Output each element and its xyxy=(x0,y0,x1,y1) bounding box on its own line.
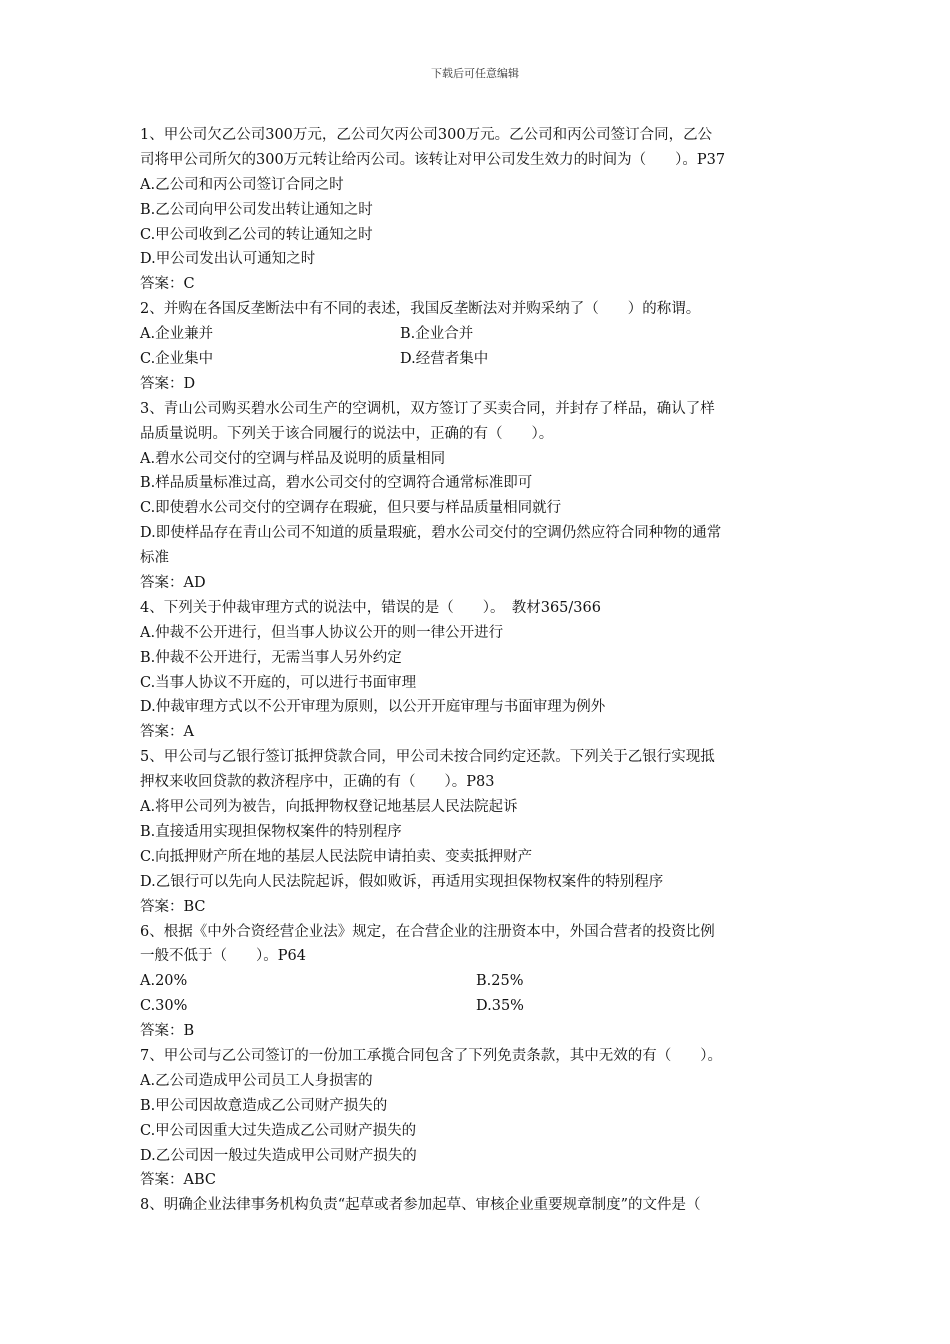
question-list xyxy=(140,123,812,1218)
question-1-stem-line-1: 1、甲公司欠乙公司300万元，乙公司欠丙公司300万元。乙公司和丙公司签订合同，乙公 xyxy=(140,127,713,143)
question-3-option-c: C.即使碧水公司交付的空调存在瑕疵，但只要与样品质量相同就行 xyxy=(140,500,562,517)
question-2-option-d: D.经营者集中 xyxy=(400,351,489,368)
question-6-options-row-1 xyxy=(140,969,812,994)
question-2-stem-line-1: 2、并购在各国反垄断法中有不同的表述，我国反垄断法对并购采纳了（ ）的称谓。 xyxy=(140,301,701,318)
question-1-option-d: D.甲公司发出认可通知之时 xyxy=(140,251,316,268)
question-6-option-b: B.25% xyxy=(476,973,524,990)
question-7-option-b: B.甲公司因故意造成乙公司财产损失的 xyxy=(140,1097,388,1114)
question-6 xyxy=(140,920,812,1044)
question-8-stem-line-1: 8、明确企业法律事务机构负责“起草或者参加起草、审核企业重要规章制度”的文件是（ xyxy=(140,1197,701,1214)
question-5-option-b: B.直接适用实现担保物权案件的特别程序 xyxy=(140,823,402,840)
question-4 xyxy=(140,596,812,745)
question-4-option-c: C.当事人协议不开庭的，可以进行书面审理 xyxy=(140,674,417,691)
question-3-option-d: D.即使样品存在青山公司不知道的质量瑕疵，碧水公司交付的空调仍然应符合同种物的通常 xyxy=(140,525,722,542)
question-3-option-a: A.碧水公司交付的空调与样品及说明的质量相同 xyxy=(140,450,446,467)
question-7-answer: 答案：ABC xyxy=(140,1172,216,1189)
question-6-option-a: A.20% xyxy=(140,973,188,990)
question-3 xyxy=(140,397,812,596)
question-7-stem-line-1: 7、甲公司与乙公司签订的一份加工承揽合同包含了下列免责条款，其中无效的有（ ）。 xyxy=(140,1047,722,1064)
question-2-answer: 答案：D xyxy=(140,375,196,392)
question-5 xyxy=(140,745,812,919)
question-4-option-d: D.仲裁审理方式以不公开审理为原则，以公开开庭审理与书面审理为例外 xyxy=(140,699,606,716)
question-1-answer: 答案：C xyxy=(140,276,195,293)
question-1 xyxy=(140,123,812,297)
question-5-answer: 答案：BC xyxy=(140,898,206,915)
question-2-options-row-1 xyxy=(140,322,812,347)
question-7-option-a: A.乙公司造成甲公司员工人身损害的 xyxy=(140,1072,373,1089)
question-6-answer: 答案：B xyxy=(140,1023,195,1040)
question-6-option-c: C.30% xyxy=(140,998,188,1015)
question-4-answer: 答案：A xyxy=(140,724,194,741)
question-6-options-row-2 xyxy=(140,994,812,1019)
question-5-option-d: D.乙银行可以先向人民法院起诉，假如败诉，再适用实现担保物权案件的特别程序 xyxy=(140,873,664,890)
question-4-option-b: B.仲裁不公开进行，无需当事人另外约定 xyxy=(140,649,402,666)
question-2-option-c: C.企业集中 xyxy=(140,351,214,368)
question-4-stem-line-1: 4、下列关于仲裁审理方式的说法中，错误的是（ ）。 教材365/366 xyxy=(140,599,601,616)
question-6-stem-line-1: 6、根据《中外合资经营企业法》规定，在合营企业的注册资本中，外国合营者的投资比例 xyxy=(140,923,715,940)
question-7-option-c: C.甲公司因重大过失造成乙公司财产损失的 xyxy=(140,1122,417,1139)
question-1-option-a: A.乙公司和丙公司签订合同之时 xyxy=(140,176,344,193)
question-6-option-d: D.35% xyxy=(476,998,524,1015)
question-7-option-d: D.乙公司因一般过失造成甲公司财产损失的 xyxy=(140,1147,417,1164)
question-2 xyxy=(140,297,812,397)
question-5-option-a: A.将甲公司列为被告，向抵押物权登记地基层人民法院起诉 xyxy=(140,799,518,816)
question-5-option-c: C.向抵押财产所在地的基层人民法院申请拍卖、变卖抵押财产 xyxy=(140,848,533,865)
question-1-option-c: C.甲公司收到乙公司的转让通知之时 xyxy=(140,226,373,243)
question-2-options-row-2 xyxy=(140,347,812,372)
question-6-stem-line-2: 一般不低于（ ）。P64 xyxy=(140,948,306,965)
question-3-stem-line-2: 品质量说明。下列关于该合同履行的说法中，正确的有（ ）。 xyxy=(140,425,554,442)
question-5-stem-line-2: 押权来收回贷款的救济程序中，正确的有（ ）。P83 xyxy=(140,774,495,791)
question-3-option-b: B.样品质量标准过高，碧水公司交付的空调符合通常标准即可 xyxy=(140,475,533,492)
question-1-option-b: B.乙公司向甲公司发出转让通知之时 xyxy=(140,201,373,218)
page-header: 下载后可任意编辑 xyxy=(431,67,519,80)
question-1-stem-line-2: 司将甲公司所欠的300万元转让给丙公司。该转让对甲公司发生效力的时间为（ ）。P37 xyxy=(140,151,726,168)
question-2-option-a: A.企业兼并 xyxy=(140,326,214,343)
question-3-stem-line-1: 3、青山公司购买碧水公司生产的空调机，双方签订了买卖合同，并封存了样品，确认了样 xyxy=(140,400,715,417)
question-3-option-d-cont: 标准 xyxy=(140,550,169,567)
question-2-option-b: B.企业合并 xyxy=(400,326,474,343)
question-4-option-a: A.仲裁不公开进行，但当事人协议公开的则一律公开进行 xyxy=(140,624,504,641)
question-7 xyxy=(140,1044,812,1193)
question-8 xyxy=(140,1193,812,1218)
question-3-answer: 答案：AD xyxy=(140,575,206,592)
question-5-stem-line-1: 5、甲公司与乙银行签订抵押贷款合同，甲公司未按合同约定还款。下列关于乙银行实现抵 xyxy=(140,749,715,766)
